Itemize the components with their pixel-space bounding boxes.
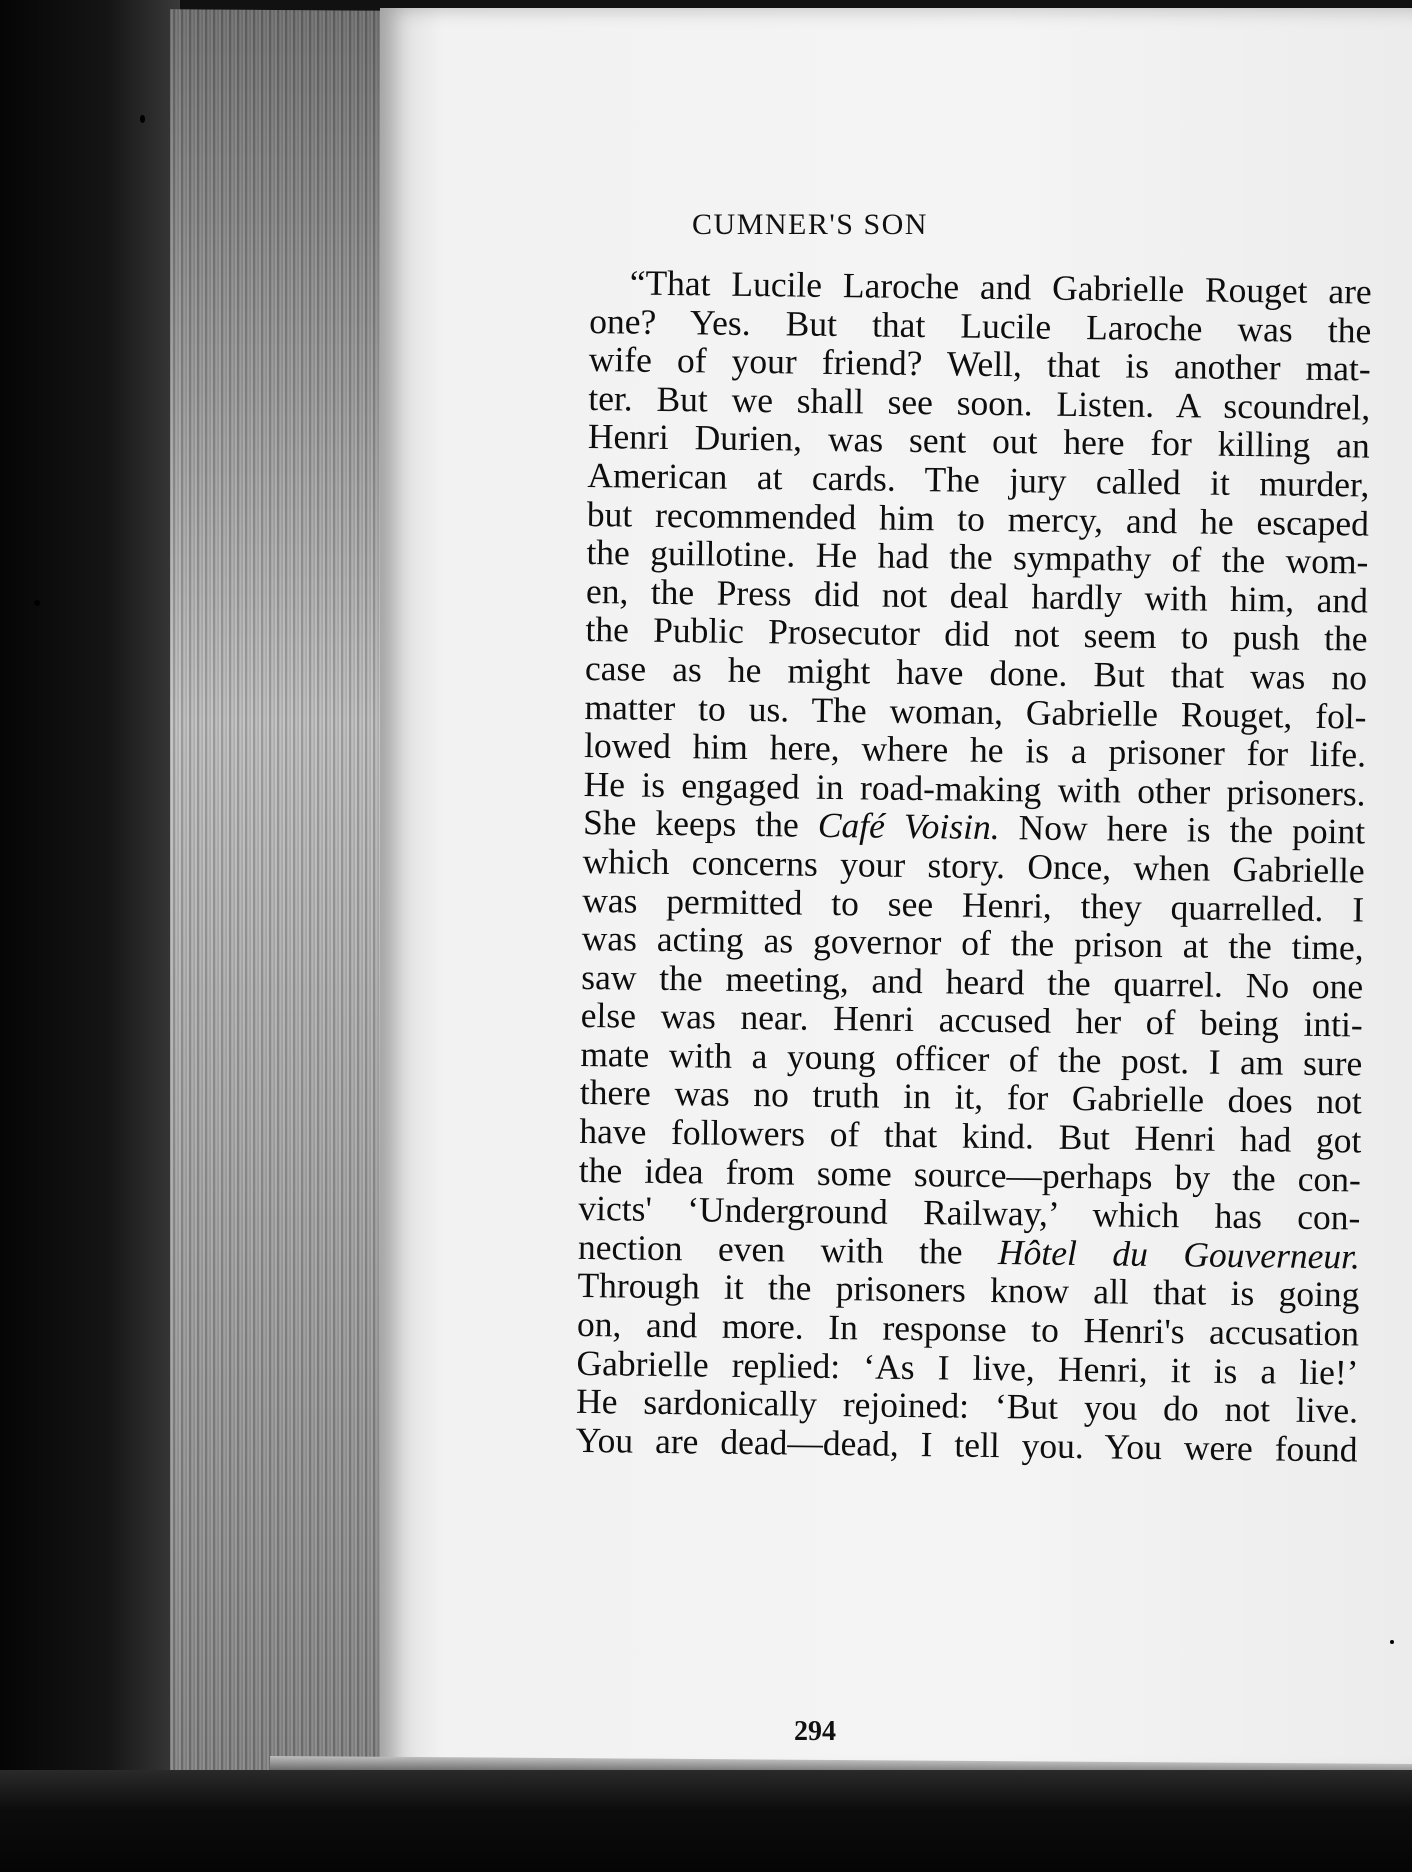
text-segment: was permitted to see Henri, they quarrelled. I [581, 879, 1365, 930]
text-segment: but recommended him to mercy, and he escaped [586, 493, 1370, 544]
text-segment: Henri Durien, was sent out here for killing an [587, 416, 1371, 466]
text-segment: matter to us. The woman, Gabrielle Rouget, fol- [584, 686, 1367, 737]
speck [140, 115, 145, 123]
text-segment: wife of your friend? Well, that is another mat- [588, 339, 1372, 389]
scan-dark-bottom [0, 1770, 1412, 1872]
text-segment: else was near. Henri accused her of being inti- [580, 995, 1363, 1045]
text-segment: Now here is the point [999, 807, 1366, 852]
text-segment: She keeps the [582, 802, 819, 846]
text-segment: on, and more. In response to Henri's accusation [576, 1303, 1360, 1354]
book-page [380, 8, 1412, 1778]
page-number: 294 [794, 1716, 836, 1747]
text-segment: You are dead—dead, I tell you. You were found [575, 1419, 1358, 1470]
text-segment: nection even with the [577, 1226, 999, 1272]
running-head: CUMNER'S SON [692, 208, 928, 241]
text-segment: there was no truth in it, for Gabrielle does not [579, 1072, 1363, 1122]
text-segment: He is engaged in road-making with other prisoners. [583, 763, 1366, 814]
text-segment: victs' ‘Underground Railway,’ which has con- [578, 1188, 1361, 1238]
body-text [575, 263, 1372, 1469]
text-segment: was acting as governor of the prison at the time, [581, 918, 1364, 968]
italic-text: Café Voisin. [817, 805, 1000, 848]
text-segment: saw the meeting, and heard the quarrel. No one [581, 956, 1364, 1007]
text-segment: Through it the prisoners know all that is going [577, 1265, 1360, 1315]
scan-dark-margin [0, 0, 180, 1872]
text-segment: case as he might have done. But that was no [584, 647, 1368, 698]
text-line [575, 1421, 1357, 1469]
text-segment: Gabrielle replied: ‘As I live, Henri, it is a lie!’ [576, 1342, 1359, 1393]
text-segment: the guillotine. He had the sympathy of the wom- [586, 532, 1369, 582]
text-segment: American at cards. The jury called it murder, [587, 454, 1370, 505]
speck [34, 600, 40, 606]
book-page-edges [170, 9, 385, 1791]
text-segment: the idea from some source—perhaps by the con- [578, 1149, 1362, 1200]
italic-text: Hôtel du Gouverneur. [997, 1231, 1361, 1277]
text-segment: mate with a young officer of the post. I am sure [580, 1033, 1363, 1084]
text-segment: ter. But we shall see soon. Listen. A scoundrel, [588, 377, 1371, 428]
text-segment: have followers of that kind. But Henri had got [579, 1110, 1362, 1161]
text-segment: one? Yes. But that Lucile Laroche was the [589, 300, 1372, 351]
text-segment: lowed him here, where he is a prisoner for life. [583, 725, 1367, 775]
text-segment: the Public Prosecutor did not seem to push the [585, 609, 1368, 659]
text-segment: which concerns your story. Once, when Gabrielle [582, 840, 1365, 891]
speck [1390, 1640, 1394, 1644]
text-segment: He sardonically rejoined: ‘But you do not live. [575, 1381, 1359, 1431]
text-segment: “That Lucile Laroche and Gabrielle Rouget are [629, 262, 1372, 312]
text-segment: en, the Press did not deal hardly with him, and [585, 570, 1369, 621]
